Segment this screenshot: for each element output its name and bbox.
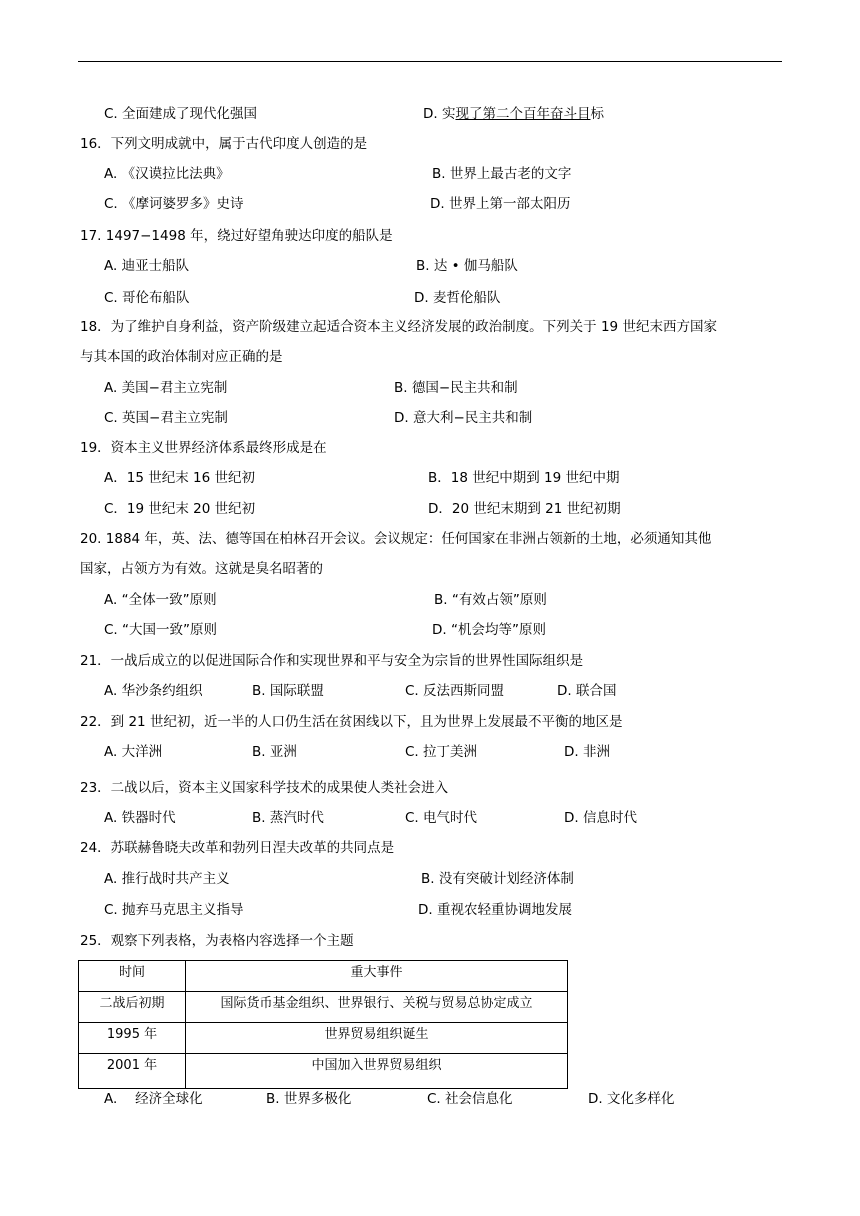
q18-option-b: B. 德国−民主共和制 bbox=[394, 380, 518, 396]
q18-stem-line2: 与其本国的政治体制对应正确的是 bbox=[80, 349, 283, 365]
q17-stem: 17. 1497−1498 年，绕过好望角驶达印度的船队是 bbox=[80, 228, 393, 244]
table-row bbox=[79, 992, 568, 1023]
table-cell-event: 世界贸易组织诞生 bbox=[186, 1023, 568, 1054]
q16-option-a: A. 《汉谟拉比法典》 bbox=[104, 166, 230, 182]
q25-option-c: C. 社会信息化 bbox=[427, 1091, 513, 1107]
q18-option-d: D. 意大利−民主共和制 bbox=[394, 410, 533, 426]
events-table bbox=[78, 960, 568, 1089]
q17-option-d: D. 麦哲伦船队 bbox=[414, 290, 501, 306]
q18-option-c: C. 英国−君主立宪制 bbox=[104, 410, 228, 426]
table-cell-event: 中国加入世界贸易组织 bbox=[186, 1054, 568, 1089]
table-header-time: 时间 bbox=[79, 961, 186, 992]
q23-option-d: D. 信息时代 bbox=[564, 810, 637, 826]
q22-option-c: C. 拉丁美洲 bbox=[405, 744, 478, 760]
q19-option-b: B．18 世纪中期到 19 世纪中期 bbox=[428, 470, 620, 486]
q24-option-c: C. 抛弃马克思主义指导 bbox=[104, 902, 244, 918]
q15-option-d-underlined: 现了第二个百年奋斗目 bbox=[455, 106, 591, 122]
q24-option-b: B. 没有突破计划经济体制 bbox=[421, 871, 574, 887]
q25-option-a: A. 经济全球化 bbox=[104, 1091, 203, 1107]
q25-stem: 25．观察下列表格，为表格内容选择一个主题 bbox=[80, 933, 354, 949]
q21-option-a: A. 华沙条约组织 bbox=[104, 683, 203, 699]
q16-option-d: D. 世界上第一部太阳历 bbox=[430, 196, 571, 212]
table-cell-time: 二战后初期 bbox=[79, 992, 186, 1023]
table-row bbox=[79, 1023, 568, 1054]
q17-option-b: B. 达 • 伽马船队 bbox=[416, 258, 518, 274]
q23-stem: 23．二战以后，资本主义国家科学技术的成果使人类社会进入 bbox=[80, 780, 449, 796]
q24-option-d: D. 重视农轻重协调地发展 bbox=[418, 902, 572, 918]
q19-option-c: C．19 世纪末 20 世纪初 bbox=[104, 501, 256, 517]
q17-option-a: A. 迪亚士船队 bbox=[104, 258, 190, 274]
q22-option-b: B. 亚洲 bbox=[252, 744, 297, 760]
table-cell-time: 1995 年 bbox=[79, 1023, 186, 1054]
q16-option-c: C. 《摩诃婆罗多》史诗 bbox=[104, 196, 244, 212]
q21-option-c: C. 反法西斯同盟 bbox=[405, 683, 505, 699]
q25-option-b: B. 世界多极化 bbox=[266, 1091, 352, 1107]
q24-stem: 24．苏联赫鲁晓夫改革和勃列日涅夫改革的共同点是 bbox=[80, 840, 395, 856]
table-cell-event: 国际货币基金组织、世界银行、关税与贸易总协定成立 bbox=[186, 992, 568, 1023]
q23-option-a: A. 铁器时代 bbox=[104, 810, 176, 826]
q19-option-d: D．20 世纪末期到 21 世纪初期 bbox=[428, 501, 621, 517]
q16-stem: 16．下列文明成就中，属于古代印度人创造的是 bbox=[80, 136, 368, 152]
q15-option-d-suffix: 标 bbox=[590, 106, 604, 122]
q15-option-d bbox=[423, 105, 604, 123]
table-row bbox=[79, 1054, 568, 1089]
table-header-row bbox=[79, 961, 568, 992]
q23-option-c: C. 电气时代 bbox=[405, 810, 478, 826]
q18-stem-line1: 18．为了维护自身利益，资产阶级建立起适合资本主义经济发展的政治制度。下列关于 19 世纪末西方国家 bbox=[80, 319, 717, 335]
q19-stem: 19．资本主义世界经济体系最终形成是在 bbox=[80, 440, 327, 456]
table-cell-time: 2001 年 bbox=[79, 1054, 186, 1089]
q15-option-c: C. 全面建成了现代化强国 bbox=[104, 106, 258, 122]
q17-option-c: C. 哥伦布船队 bbox=[104, 290, 190, 306]
q20-option-a: A. “全体一致”原则 bbox=[104, 592, 217, 608]
q24-option-a: A. 推行战时共产主义 bbox=[104, 871, 230, 887]
q22-option-a: A. 大洋洲 bbox=[104, 744, 163, 760]
q20-option-b: B. “有效占领”原则 bbox=[434, 592, 547, 608]
q16-option-b: B. 世界上最古老的文字 bbox=[432, 166, 572, 182]
q21-option-d: D. 联合国 bbox=[557, 683, 617, 699]
q18-option-a: A. 美国−君主立宪制 bbox=[104, 380, 228, 396]
header-rule bbox=[78, 61, 782, 62]
q22-stem: 22．到 21 世纪初，近一半的人口仍生活在贫困线以下，且为世界上发展最不平衡的地区是 bbox=[80, 714, 623, 730]
q23-option-b: B. 蒸汽时代 bbox=[252, 810, 324, 826]
q19-option-a: A．15 世纪末 16 世纪初 bbox=[104, 470, 255, 486]
q22-option-d: D. 非洲 bbox=[564, 744, 610, 760]
table-header-event: 重大事件 bbox=[186, 961, 568, 992]
q20-stem-line2: 国家，占领方为有效。这就是臭名昭著的 bbox=[80, 561, 323, 577]
q20-stem-line1: 20. 1884 年，英、法、德等国在柏林召开会议。会议规定：任何国家在非洲占领新的土地，必须通知其他 bbox=[80, 531, 712, 547]
q21-stem: 21．一战后成立的以促进国际合作和实现世界和平与安全为宗旨的世界性国际组织是 bbox=[80, 653, 584, 669]
q25-option-d: D. 文化多样化 bbox=[588, 1091, 675, 1107]
q20-option-d: D. “机会均等”原则 bbox=[432, 622, 546, 638]
q15-option-d-prefix: D. 实 bbox=[423, 106, 456, 122]
q21-option-b: B. 国际联盟 bbox=[252, 683, 324, 699]
q20-option-c: C. “大国一致”原则 bbox=[104, 622, 217, 638]
